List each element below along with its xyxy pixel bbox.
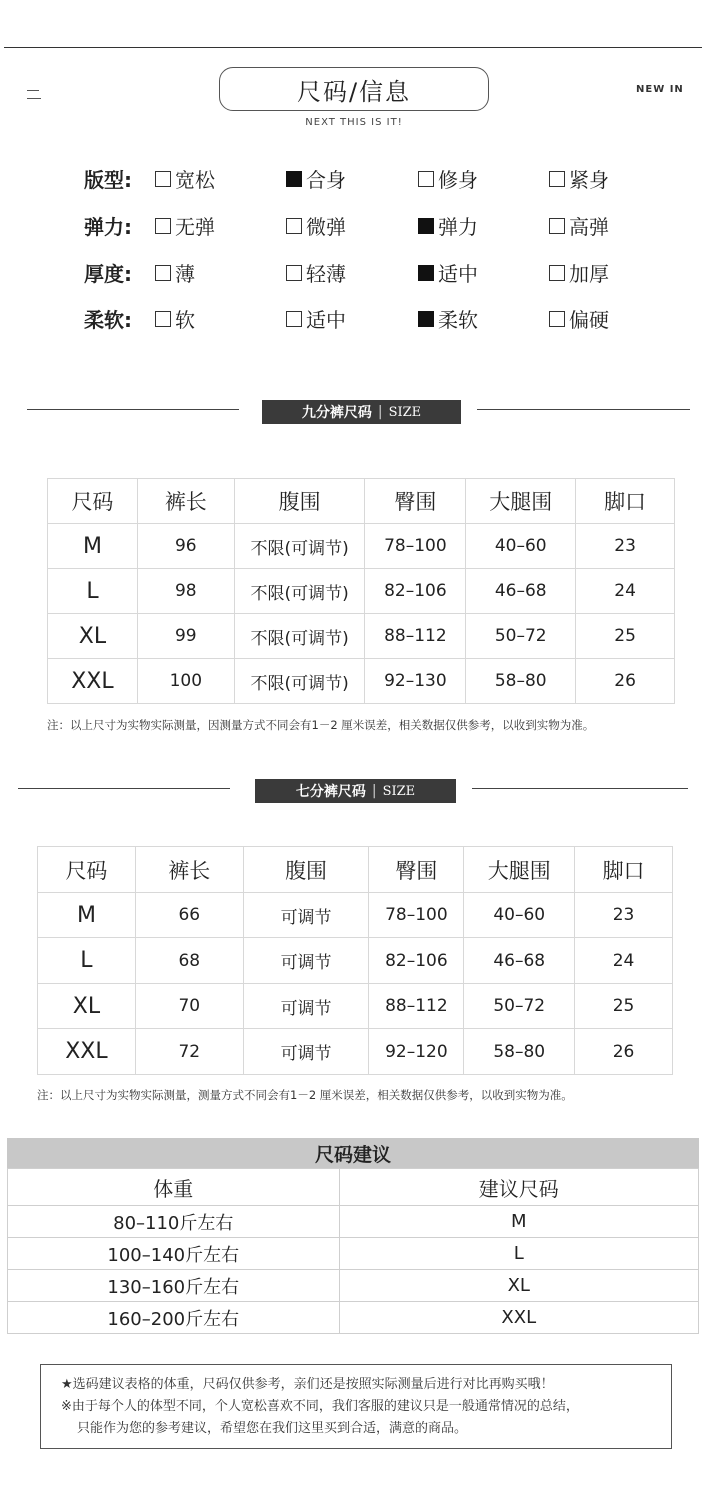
attr-label-elasticity: 弹力: [84,215,132,239]
checkbox-empty-icon [155,218,171,234]
checkbox-empty-icon [286,311,302,327]
checkbox-filled-icon [418,265,434,281]
checkbox-empty-icon [418,171,434,187]
attr-option: 柔软 [418,304,478,333]
size-recommendation-table [7,1168,699,1334]
size-table-cropped-pants [37,846,673,1075]
checkbox-empty-icon [155,265,171,281]
disclaimer-line: 只能作为您的参考建议，希望您在我们这里买到合适，满意的商品。 [77,1421,468,1436]
checkbox-empty-icon [155,171,171,187]
attr-option: 宽松 [155,164,215,193]
attr-option: 薄 [155,258,195,287]
table-row: M 66 可调节 78–100 40–60 23 [38,893,673,938]
size-table-ninth-pants [47,478,675,704]
table-row: M 96 不限(可调节) 78–100 40–60 23 [48,524,675,569]
page-subtitle: NEXT THIS IS IT! [305,117,403,128]
table-row: 80–110斤左右 M [8,1206,699,1238]
table-row: XL 70 可调节 88–112 50–72 25 [38,984,673,1029]
section-divider [477,409,690,410]
section-divider [18,788,230,789]
attr-option: 弹力 [418,211,478,240]
attr-option: 适中 [418,258,478,287]
section-divider [472,788,688,789]
disclaimer-box [40,1364,672,1449]
table-row: 130–160斤左右 XL [8,1270,699,1302]
table-row: L 98 不限(可调节) 82–106 46–68 24 [48,569,675,614]
table-row: 160–200斤左右 XXL [8,1302,699,1334]
checkbox-filled-icon [286,171,302,187]
attr-option: 软 [155,304,195,333]
table-row: XXL 100 不限(可调节) 92–130 58–80 26 [48,659,675,704]
checkbox-empty-icon [549,265,565,281]
disclaimer-line: ※由于每个人的体型不同，个人宽松喜欢不同，我们客服的建议只是一般通常情况的总结， [61,1399,579,1414]
attr-option: 加厚 [549,258,609,287]
checkbox-empty-icon [549,171,565,187]
attr-option: 紧身 [549,164,609,193]
attr-label-thickness: 厚度: [84,262,132,286]
size-recommendation-title: 尺码建议 [7,1138,699,1168]
table-row: XXL 72 可调节 92–120 58–80 26 [38,1029,673,1075]
table-header-row: 尺码 裤长 腹围 臀围 大腿围 脚口 [38,847,673,893]
checkbox-empty-icon [286,218,302,234]
measurement-note: 注：以上尺寸为实物实际测量，测量方式不同会有1－2 厘米误差，相关数据仅供参考，以收到实物为准。 [37,1088,573,1102]
checkbox-empty-icon [549,311,565,327]
table-row: L 68 可调节 82–106 46–68 24 [38,938,673,984]
checkbox-empty-icon [286,265,302,281]
checkbox-empty-icon [155,311,171,327]
attr-option: 无弹 [155,211,215,240]
section-title-cropped-pants: 七分裤尺码 | SIZE [255,779,456,803]
page-title: 尺码/信息 [219,67,489,111]
attr-option: 轻薄 [286,258,346,287]
table-header-row: 尺码 裤长 腹围 臀围 大腿围 脚口 [48,479,675,524]
table-row: 100–140斤左右 L [8,1238,699,1270]
attr-option: 合身 [286,164,346,193]
disclaimer-line: ★选码建议表格的体重，尺码仅供参考，亲们还是按照实际测量后进行对比再购买哦！ [61,1377,554,1392]
measurement-note: 注：以上尺寸为实物实际测量，因测量方式不同会有1－2 厘米误差，相关数据仅供参考，以收到实物为准。 [47,718,595,732]
menu-lines-icon [27,88,41,100]
table-header-row: 体重 建议尺码 [8,1169,699,1206]
checkbox-empty-icon [549,218,565,234]
attr-option: 微弹 [286,211,346,240]
attr-label-fit: 版型: [84,168,132,192]
attr-option: 适中 [286,304,346,333]
attr-option: 高弹 [549,211,609,240]
section-divider [27,409,239,410]
checkbox-filled-icon [418,311,434,327]
attr-label-softness: 柔软: [84,308,132,332]
table-row: XL 99 不限(可调节) 88–112 50–72 25 [48,614,675,659]
top-divider [4,47,702,48]
attr-option: 修身 [418,164,478,193]
new-in-label: NEW IN [636,84,684,95]
attr-option: 偏硬 [549,304,609,333]
checkbox-filled-icon [418,218,434,234]
section-title-ninth-pants: 九分裤尺码 | SIZE [262,400,461,424]
